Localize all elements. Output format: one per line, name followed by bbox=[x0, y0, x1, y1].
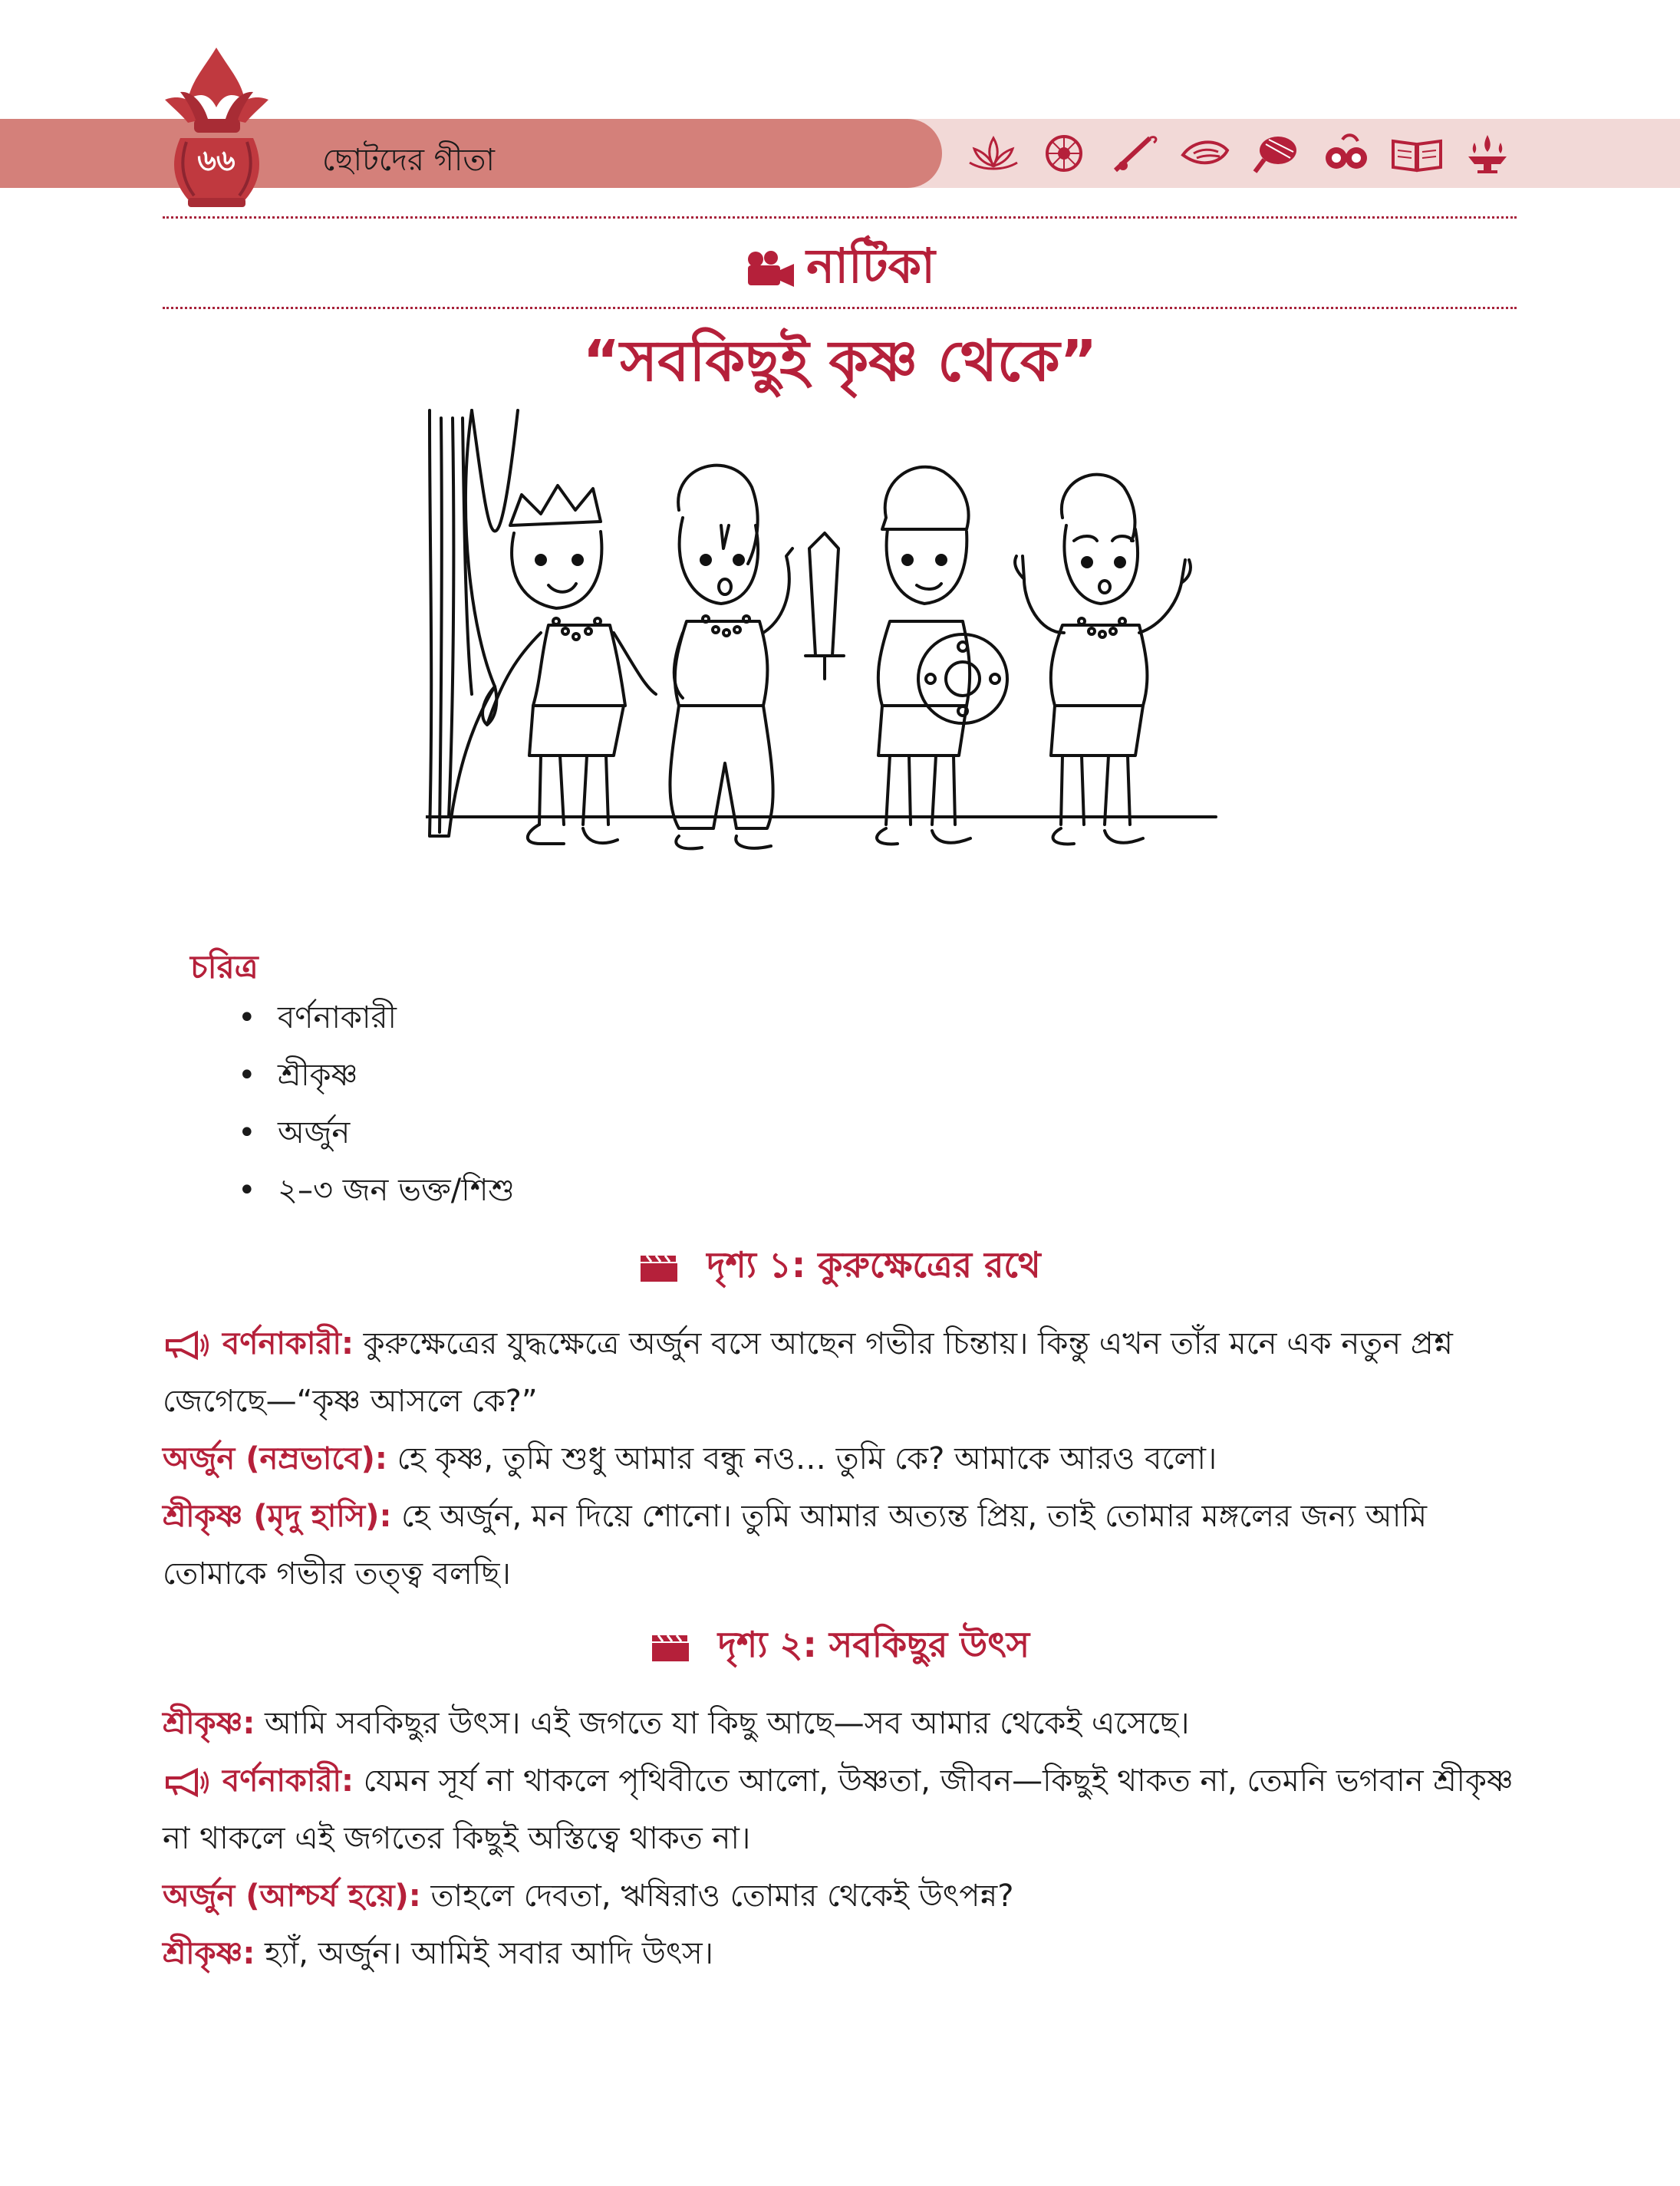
scene2-line-arjuna bbox=[163, 1868, 1524, 1925]
lotus-icon bbox=[967, 132, 1020, 175]
scene1-heading-text: দৃশ্য ১: কুরুক্ষেত্রের রথে bbox=[707, 1244, 1041, 1286]
dialogue-text: তাহলে দেবতা, ঋষিরাও তোমার থেকেই উৎপন্ন? bbox=[420, 1878, 1014, 1914]
book-title: ছোটদের গীতা bbox=[322, 143, 495, 178]
section-heading bbox=[0, 230, 1680, 309]
scene2-heading bbox=[0, 1618, 1680, 1677]
character-item: • শ্রীকৃষ্ণ bbox=[238, 1047, 515, 1105]
children-play-illustration bbox=[426, 403, 1220, 897]
dialogue-text: হে অর্জুন, মন দিয়ে শোনো। তুমি আমার অত্যন্ত প্রিয়, তাই তোমার মঙ্গলের জন্য আমি তোমাকে গভীর তত্ত্ব বলছি। bbox=[163, 1499, 1428, 1592]
dialogue-text: হ্যাঁ, অর্জুন। আমিই সবার আদি উৎস। bbox=[255, 1936, 713, 1971]
speaker-label: শ্রীকৃষ্ণ: bbox=[163, 1706, 255, 1741]
dialogue-text: কুরুক্ষেত্রের যুদ্ধক্ষেত্রে অর্জুন বসে আছেন গভীর চিন্তায়। কিন্তু এখন তাঁর মনে এক নতুন প্রশ্ন জেগেছে—“কৃষ্ণ আসলে কে?” bbox=[163, 1326, 1453, 1419]
clapperboard-icon bbox=[651, 1632, 690, 1663]
lamp-icon bbox=[1461, 132, 1514, 175]
dialogue-text: যেমন সূর্য না থাকলে পৃথিবীতে আলো, উষ্ণতা, জীবন—কিছুই থাকত না, তেমনি ভগবান শ্রীকৃষ্ণ না থাকলে এই জগতের কিছুই অস্তিত্বে থাকত না। bbox=[163, 1763, 1514, 1856]
speaker-label: শ্রীকৃষ্ণ (মৃদু হাসি): bbox=[163, 1499, 392, 1534]
bottom-dotted-divider bbox=[163, 307, 1517, 309]
characters-list bbox=[238, 989, 515, 1220]
speaker-label: অর্জুন (আশ্চর্য হয়ে): bbox=[163, 1878, 421, 1914]
drama-title: “সবকিছুই কৃষ্ণ থেকে” bbox=[582, 328, 1098, 394]
megaphone-icon bbox=[163, 1330, 209, 1361]
scene1-heading bbox=[0, 1239, 1680, 1297]
flute-icon bbox=[1108, 132, 1161, 175]
film-camera-icon bbox=[745, 250, 797, 288]
character-item: • অর্জুন bbox=[238, 1105, 515, 1162]
scene2-line-krishna bbox=[163, 1695, 1524, 1753]
bell-icon bbox=[1319, 132, 1373, 175]
header-icon-strip bbox=[967, 123, 1504, 184]
speaker-label: বর্ণনাকারী: bbox=[222, 1326, 354, 1361]
conch-icon bbox=[1178, 132, 1232, 175]
mace-icon bbox=[1249, 132, 1303, 175]
megaphone-icon bbox=[163, 1767, 209, 1798]
characters-heading: চরিত্র bbox=[190, 948, 259, 986]
clapperboard-icon bbox=[639, 1253, 679, 1283]
speaker-label: বর্ণনাকারী: bbox=[222, 1763, 354, 1799]
dialogue-text: আমি সবকিছুর উৎস। এই জগতে যা কিছু আছে—সব আমার থেকেই এসেছে। bbox=[255, 1706, 1190, 1741]
speaker-label: শ্রীকৃষ্ণ: bbox=[163, 1936, 255, 1971]
scene1-line-narrator bbox=[163, 1315, 1524, 1430]
character-item: • ২–৩ জন ভক্ত/শিশু bbox=[238, 1162, 515, 1220]
scene1-line-krishna bbox=[163, 1488, 1524, 1603]
chakra-icon bbox=[1037, 132, 1091, 175]
character-item: • বর্ণনাকারী bbox=[238, 989, 515, 1047]
book-icon bbox=[1390, 132, 1444, 175]
scene2-heading-text: দৃশ্য ২: সবকিছুর উৎস bbox=[717, 1624, 1030, 1665]
top-dotted-divider bbox=[163, 216, 1517, 219]
section-heading-text: নাটিকা bbox=[806, 238, 935, 294]
dialogue-text: হে কৃষ্ণ, তুমি শুধু আমার বন্ধু নও… তুমি কে? আমাকে আরও বলো। bbox=[387, 1441, 1217, 1477]
scene2-line-narrator bbox=[163, 1753, 1524, 1868]
scene2-line-krishna-final bbox=[163, 1925, 1524, 1983]
scene1-line-arjuna bbox=[163, 1430, 1524, 1488]
speaker-label: অর্জুন (নম্রভাবে): bbox=[163, 1441, 387, 1477]
page-number: ৬৬ bbox=[197, 143, 236, 177]
